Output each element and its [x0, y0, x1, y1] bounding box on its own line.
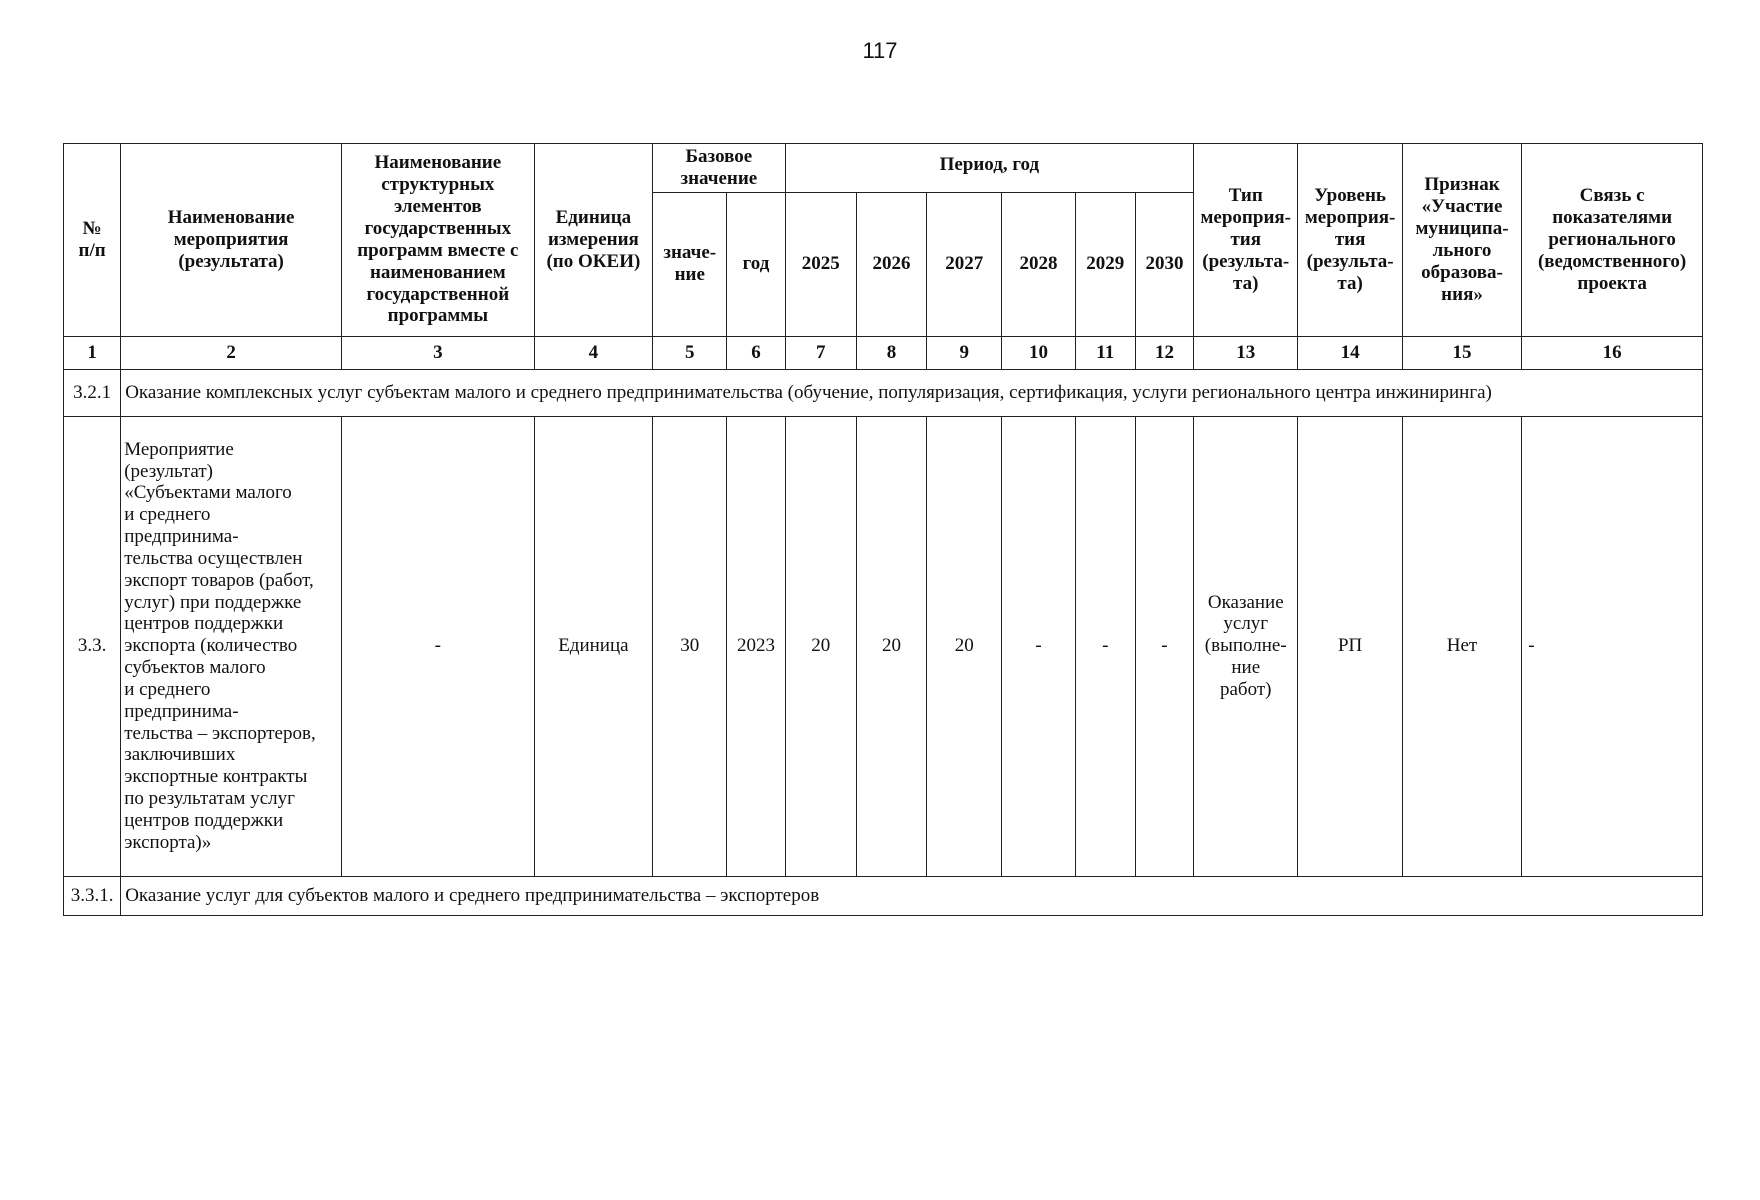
header-base-year: год [727, 192, 785, 336]
header-unit: Единица измерения (по ОКЕИ) [534, 144, 652, 337]
column-number-row [64, 336, 1703, 369]
header-num: № п/п [64, 144, 121, 337]
section-row-3-2-1 [64, 369, 1703, 416]
header-structural: Наименование структурных элементов государственных программ вместе с наименованием государственной программы [342, 144, 535, 337]
column-number: 15 [1402, 336, 1521, 369]
header-year-2028: 2028 [1002, 192, 1075, 336]
project-link: - [1522, 416, 1703, 876]
value-2030: - [1135, 416, 1193, 876]
header-link: Связь с показателями регионального (ведомственного) проекта [1522, 144, 1703, 337]
section-title: Оказание комплексных услуг субъектам малого и среднего предпринимательства (обучение, популяризация, сертификация, услуги регионального центра инжиниринга) [121, 369, 1703, 416]
value-2028: - [1002, 416, 1075, 876]
header-name: Наименование мероприятия (результата) [121, 144, 342, 337]
value-2029: - [1075, 416, 1135, 876]
header-period: Период, год [785, 144, 1193, 193]
section-title: Оказание услуг для субъектов малого и среднего предпринимательства – экспортеров [121, 876, 1703, 915]
header-year-2026: 2026 [856, 192, 926, 336]
column-number: 8 [856, 336, 926, 369]
header-year-2027: 2027 [927, 192, 1002, 336]
base-value: 30 [653, 416, 727, 876]
structural-element: - [342, 416, 535, 876]
header-year-2030: 2030 [1135, 192, 1193, 336]
row-number: 3.3. [64, 416, 121, 876]
header-level: Уровень мероприя-тия (результа-та) [1298, 144, 1402, 337]
column-number: 7 [785, 336, 856, 369]
header-municipal: Признак «Участие муниципа-льного образова-ния» [1402, 144, 1521, 337]
column-number: 13 [1194, 336, 1298, 369]
municipal-flag: Нет [1402, 416, 1521, 876]
column-number: 6 [727, 336, 785, 369]
activities-table [63, 143, 1703, 916]
value-2026: 20 [856, 416, 926, 876]
section-number: 3.3.1. [64, 876, 121, 915]
section-number: 3.2.1 [64, 369, 121, 416]
header-type: Тип мероприя-тия (результа-та) [1194, 144, 1298, 337]
column-number: 5 [653, 336, 727, 369]
column-number: 9 [927, 336, 1002, 369]
base-year: 2023 [727, 416, 785, 876]
column-number: 12 [1135, 336, 1193, 369]
unit: Единица [534, 416, 652, 876]
activity-type: Оказание услуг (выполне- ние работ) [1194, 416, 1298, 876]
header-year-2025: 2025 [785, 192, 856, 336]
column-number: 2 [121, 336, 342, 369]
section-row-3-3-1 [64, 876, 1703, 915]
activity-name: Мероприятие (результат) «Субъектами малого и среднего предпринима- тельства осуществлен экспорт товаров (работ, услуг) при поддержке центров поддержки экспорта (количество субъектов малого и среднего предпринима- тельства – экспортеров, заключивших экспортные контракты по результатам услуг центров поддержки экспорта)» [121, 416, 342, 876]
column-number: 11 [1075, 336, 1135, 369]
page-number: 117 [862, 38, 898, 63]
header-base: Базовое значение [653, 144, 785, 193]
column-number: 4 [534, 336, 652, 369]
header-year-2029: 2029 [1075, 192, 1135, 336]
column-number: 14 [1298, 336, 1402, 369]
column-number: 3 [342, 336, 535, 369]
header-base-value: значе- ние [653, 192, 727, 336]
column-number: 1 [64, 336, 121, 369]
activity-level: РП [1298, 416, 1402, 876]
value-2025: 20 [785, 416, 856, 876]
activity-row-3-3 [64, 416, 1703, 876]
column-number: 16 [1522, 336, 1703, 369]
column-number: 10 [1002, 336, 1075, 369]
value-2027: 20 [927, 416, 1002, 876]
